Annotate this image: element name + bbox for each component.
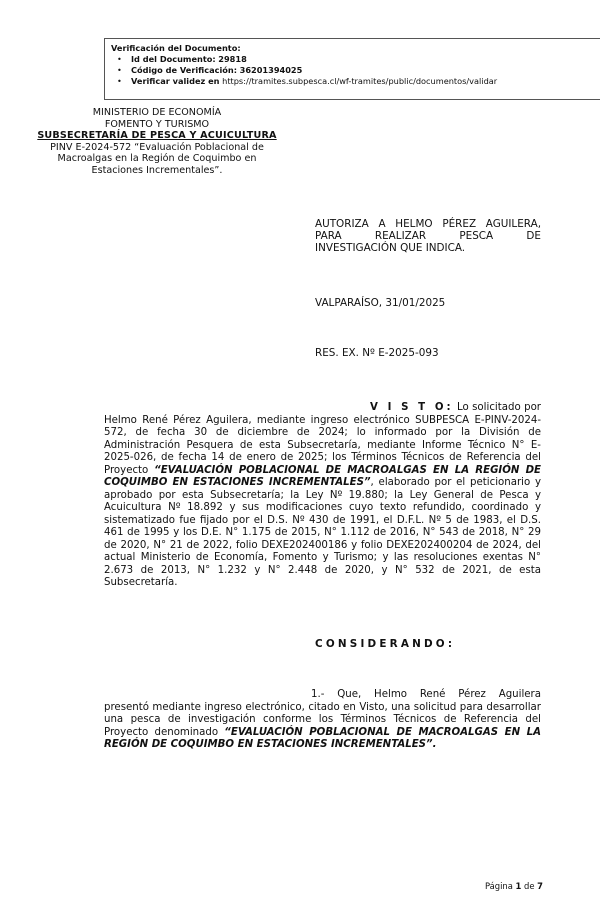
place-date: VALPARAÍSO, 31/01/2025 <box>315 297 446 309</box>
ministry-line-2: FOMENTO Y TURISMO <box>104 118 210 130</box>
visto-label: V I S T O: <box>370 402 454 413</box>
subsecretaria-name: SUBSECRETARÍA DE PESCA Y ACUICULTURA <box>37 130 277 141</box>
page-word: Página <box>484 881 513 891</box>
verification-list <box>111 54 600 87</box>
verification-title: Verificación del Documento: <box>111 43 241 53</box>
verification-code-value: 36201394025 <box>239 65 303 75</box>
page-footer <box>485 881 543 891</box>
subject-line-3: INVESTIGACIÓN QUE INDICA. <box>315 242 466 254</box>
verification-id-item <box>131 54 600 65</box>
visto-text-a: Lo solicitado por Helmo René Pérez Aguilera, mediante ingreso electrónico SUBPESCA E-PINV-2024-572, de fecha 30 de diciembre de 2024; lo informado por la División de Administración Pesquera de esta Subsecretaría, mediante Informe Técnico N° E-2025-026, de fecha 14 de enero de 2025; los Términos Técnicos de Referencia del Proyecto <box>104 402 541 476</box>
visto-text-b: , elaborado por el peticionario y aprobado por esta Subsecretaría; la Ley Nº 19.880; la Ley General de Pesca y Acuicultura Nº 18.892 y sus modificaciones cuyo texto refundido, coordinado y sistematizado fue fijado por el D.S. Nº 430 de 1991, el D.F.L. Nº 5 de 1983, el D.S. 461 de 1995 y los D.E. N° 1.175 de 2015, N° 1.112 de 2016, N° 543 de 2018, N° 29 de 2020, N° 21 de 2022, folio DEXE202400186 y folio DEXE202400204 de 2024, del actual Ministerio de Economía, Fomento y Turismo; y las resoluciones exentas N° 2.673 de 2013, N° 1.232 y N° 2.448 de 2020, y N° 532 de 2021, de esta Subsecretaría. <box>104 477 542 588</box>
verification-url-item <box>131 76 600 87</box>
subject-line-1: AUTORIZA A HELMO PÉREZ AGUILERA, <box>315 218 541 230</box>
reference-line-2: Macroalgas en la Región de Coquimbo en <box>57 153 257 164</box>
verification-url-label: Verificar validez en <box>131 76 220 86</box>
verification-id-label: Id del Documento: <box>131 54 216 64</box>
ministry-header <box>32 107 282 176</box>
ministry-line-1: MINISTERIO DE ECONOMÍA <box>92 107 222 118</box>
verification-code-item <box>131 65 600 76</box>
page-current: 1 <box>515 881 522 891</box>
considerando-heading: CONSIDERANDO: <box>315 638 456 650</box>
page-of: de <box>524 881 535 891</box>
reference-line-3: Estaciones Incrementales”. <box>91 164 223 176</box>
visto-project-title: “EVALUACIÓN POBLACIONAL DE MACROALGAS EN LA REGIÓN DE COQUIMBO EN ESTACIONES INCREMENTALES” <box>104 464 541 488</box>
verification-id-value: 29818 <box>218 54 247 64</box>
considerando-p1-project: “EVALUACIÓN POBLACIONAL DE MACROALGAS EN LA REGIÓN DE COQUIMBO EN ESTACIONES INCREMENTALES”. <box>104 726 541 750</box>
reference-line-1: PINV E-2024-572 “Evaluación Poblacional de <box>50 141 264 153</box>
verification-code-label: Código de Verificación: <box>131 65 238 75</box>
considerando-p1-text: 1.- Que, Helmo René Pérez Aguilera presentó mediante ingreso electrónico, citado en Visto, una solicitud para desarrollar una pesca de investigación conforme los Términos Técnicos de Referencia del Proyecto denominado <box>104 689 541 738</box>
page-total: 7 <box>537 881 543 891</box>
verification-url-link[interactable]: https://tramites.subpesca.cl/wf-tramites/public/documentos/validar <box>222 76 498 86</box>
verification-box <box>104 38 600 100</box>
resolution-number: RES. EX. Nº E-2025-093 <box>315 347 439 359</box>
considerando-paragraph-1 <box>104 689 541 752</box>
subject-block <box>315 218 541 254</box>
visto-paragraph <box>104 402 541 590</box>
subject-line-2: PARA REALIZAR PESCA DE <box>315 230 541 242</box>
